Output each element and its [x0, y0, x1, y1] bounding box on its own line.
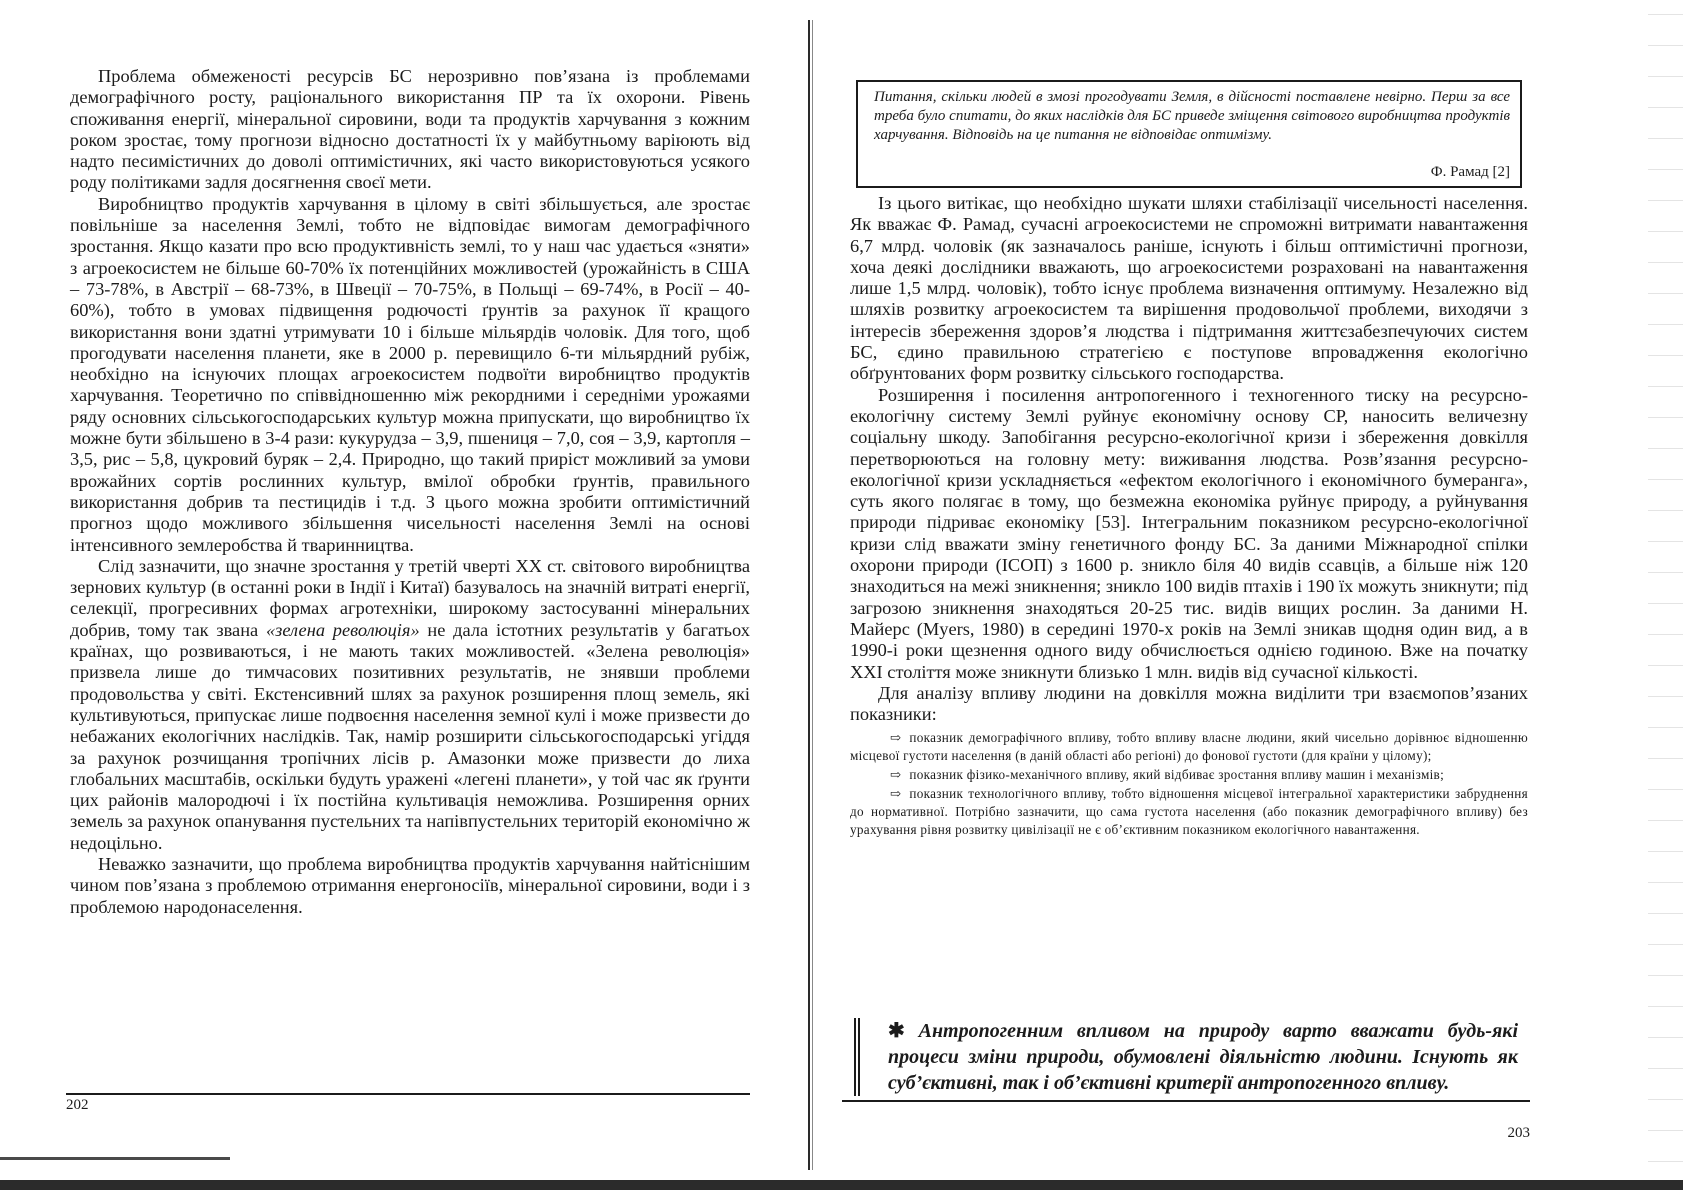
list-item: [850, 785, 1528, 839]
book-gutter: [808, 20, 810, 1170]
definition-text: Антропогенним впливом на природу варто вважати будь-які процеси зміни природи, обумовлені діяльністю людини. Існують як суб’єктивні, так і об’єктивні критерії антропогенного впливу.: [888, 1020, 1518, 1094]
list-item-text: показник фізико-механічного впливу, який відбиває зростання впливу машин і механізмів;: [909, 767, 1445, 783]
paragraph: Виробництво продуктів харчування в цілому в світі збільшується, але зростає повільніше за населення Землі, тобто не відповідає вимогам демографічного зростання. Якщо казати про всю продуктивність землі, то у наш час удається «зняти» з агроекосистем не більше 60-70% їх потенційних можливостей (урожайність в США – 73-78%, в Австрії – 68-73%, в Швеції – 70-75%, в Польщі – 69-74%, в Росії – 40-60%), тобто в умовах підвищення родючості ґрунтів за рахунок її кращого використання вони здатні утримувати 10 і більше мільярдів чоловік. Для того, щоб прогодувати населення планети, яке в 2000 р. перевищило 6-ти мільярдний рубіж, необхідно на існуючих площах агроекосистем подвоїти виробництво продуктів харчування. Теоретично по співвідношенню між рекордними і середніми урожаями ряду основних сільськогосподарських культур можна припускати, що виробництво їх можне бути збільшено в 3-4 рази: кукурудза – 3,9, пшениця – 7,0, соя – 3,9, картопля – 3,5, рис – 5,8, цукровий буряк – 2,4. Природно, що такий приріст можливий за умови врожайних сортів рослинних культур, вмілої обробки ґрунтів, правильного використання добрив та пестицидів і т.д. З цього можна зробити оптимістичний прогноз щодо можливого збільшення чисельності населення Землі на основі інтенсивного землеробства й тваринництва.: [70, 193, 750, 555]
scan-bottom-edge: [0, 1180, 1683, 1190]
quote-author: Ф. Рамад [2]: [1430, 164, 1510, 180]
indicator-list: [850, 729, 1528, 839]
paragraph: Неважко зазначити, що проблема виробництва продуктів харчування найтіснішим чином пов’язана з проблемою отримання енергоносіїв, мінеральної сировини, води і з проблемою народонаселення.: [70, 853, 750, 917]
paragraph: Із цього витікає, що необхідно шукати шляхи стабілізації чисельності населення. Як вважає Ф. Рамад, сучасні агроекосистеми не спроможні витримати навантаження 6,7 млрд. чоловік (як зазначалось раніше, існують і більш оптимістичні прогнози, хоча деякі дослідники вважають, що агроекосистеми розраховані на навантаження лише 1,5 млрд. чоловік), тобто існує проблема визначення оптимуму. Незалежно від шляхів розвитку агроекосистем та вирішення продовольчої проблеми, виходячи з інтересів збереження здоров’я людства і підтримання життєзабезпечуючих систем БС, єдино правильною стратегією є поступове впровадження екологічно обґрунтованих форм розвитку сільського господарства.: [850, 193, 1528, 384]
paragraph-text: не дала істотних результатів у багатьох країнах, що розвиваються, і не мають таких можливостей. «Зелена революція» призвела лише до тимчасових позитивних результатів, не знявши проблеми продовольства у світі. Екстенсивний шлях за рахунок розширення площ земель, які культивуються, припускає лише подвоєння населення земної кулі і може призвести до небажаних екологічних наслідків. Так, намір розширити сільськогосподарські угіддя за рахунок розчищання тропічних лісів р. Амазонки може призвести до лиха глобальних масштабів, оскільки будуть уражені «легені планети», у той час як ґрунти цих районів малородючі і їх постійна культивація неможлива. Розширення орних земель за рахунок опанування пустельних та напівпустельних територій економічно ж недоцільно.: [70, 619, 750, 853]
right-page-body: [850, 193, 1528, 840]
right-page: [840, 0, 1540, 1180]
paragraph-green-revolution: [70, 556, 750, 854]
arrow-right-icon: ⇨: [890, 767, 902, 783]
left-page-body: [70, 66, 750, 918]
footer-rule: [842, 1100, 1530, 1102]
list-item-text: показник демографічного впливу, тобто впливу власне людини, який чисельно дорівнює відношенню місцевої густоти населення (в даній області або регіоні) до фонової густоти (для країни у цілому);: [850, 730, 1528, 764]
paragraph: Проблема обмеженості ресурсів БС нерозривно пов’язана із проблемами демографічного росту, раціонального використання ПР та їх охорони. Рівень споживання енергії, мінеральної сировини, води та продуктів харчування з кожним роком зростає, тому прогнози відносно достатності їх у майбутньому варіюють від надто песимістичних до доволі оптимістичних, які часто використовуються усякого роду політиками задля досягнення своєї мети.: [70, 66, 750, 193]
paragraph-text: Слід зазначити, що значне зростання у третій чверті XX ст. світового виробництва зернових культур (в останні роки в Індії і Китаї) базувалось на значній витраті енергії, селекції, прогресивних формах агротехніки, широкому застосуванні мінеральних добрив, тому так звана: [70, 555, 750, 640]
left-page: [60, 0, 760, 1180]
book-gutter-shadow: [812, 20, 813, 1170]
footer-rule: [66, 1093, 750, 1095]
asterisk-icon: ✱: [888, 1020, 905, 1042]
list-item: [850, 729, 1528, 765]
page-number: 203: [1507, 1125, 1530, 1141]
scan-edge-noise: [1648, 0, 1683, 1180]
arrow-right-icon: ⇨: [890, 786, 902, 802]
definition-highlight: [854, 1018, 1518, 1096]
quote-text: Питання, скільки людей в змозі прогодувати Земля, в дійсності поставлене невірно. Перш за все треба було спитати, до яких наслідків для БС приведе зміщення світового виробництва продуктів харчування. Відповідь на це питання не відповідає оптимізму.: [874, 89, 1510, 143]
paragraph: Розширення і посилення антропогенного і техногенного тиску на ресурсно-екологічну систему Землі руйнує економічну основу СР, наносить величезну соціальну шкоду. Запобігання ресурсно-екологічної кризи і збереження довкілля перетворюються на головну мету: виживання людства. Розв’язання ресурсно-екологічної кризи ускладняється «ефектом екологічного і економічного бумеранга», суть якого полягає в тому, що безмежна економіка руйнує природу, а руйнування природи підриває економіку [53]. Інтегральним показником ресурсно-екологічної кризи слід вважати зміну генетичного фонду БС. За даними Міжнародної спілки охорони природи (ІСОП) з 1600 р. зникло біля 40 видів ссавців, а більше ніж 120 знаходиться на межі зникнення; зникло 100 видів птахів і 190 їх можуть зникнути; під загрозою зникнення знаходяться 20-25 тис. видів вищих рослин. За даними Н. Майерс (Myers, 1980) в середині 1970-х років на Землі зникав щодня один вид, а в 1990-і роки щезнення одного виду обчислюється однією годиною. Вже на початку XXI століття може зникнути близько 1 млн. видів від сучасної кількості.: [850, 384, 1528, 682]
paragraph: Для аналізу впливу людини на довкілля можна виділити три взаємопов’язаних показники:: [850, 682, 1528, 725]
page-number: 202: [66, 1097, 89, 1113]
list-item-text: показник технологічного впливу, тобто відношення місцевої інтегральної характеристики забруднення до нормативної. Потрібно зазначити, що сама густота населення (або показник демографічного впливу) без урахування рівня розвитку цивілізації не є об’єктивним показником екологічного навантаження.: [850, 786, 1528, 838]
list-item: [850, 766, 1528, 784]
epigraph-quote-box: [856, 80, 1522, 188]
italic-term: «зелена революція»: [265, 619, 420, 640]
arrow-right-icon: ⇨: [890, 730, 902, 746]
